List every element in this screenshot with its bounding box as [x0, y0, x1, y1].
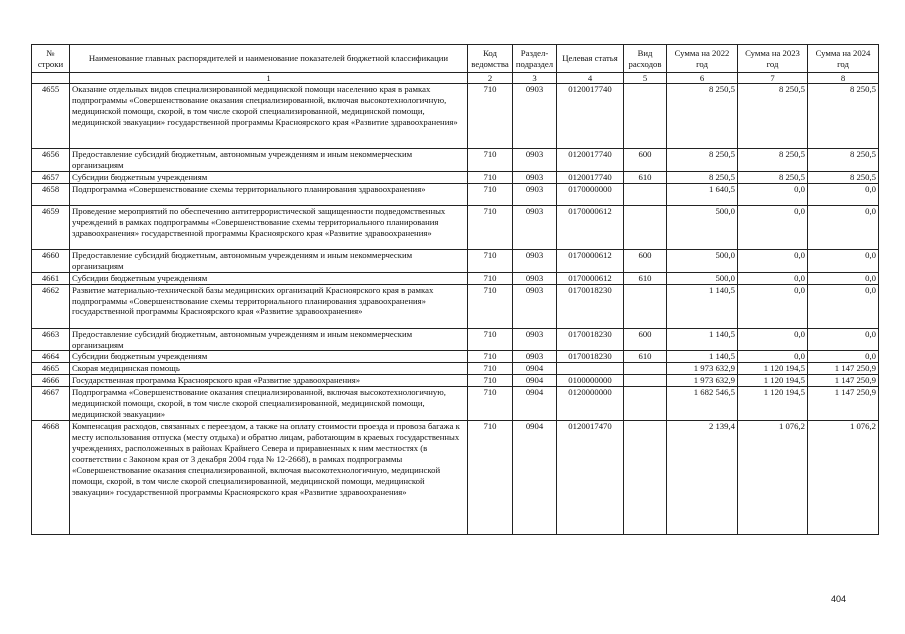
row-sum-2023-cell: 0,0	[738, 205, 808, 249]
row-sum-2022-cell: 1 140,5	[667, 284, 738, 328]
row-section-cell: 0904	[513, 421, 557, 535]
row-sum-2023-cell: 8 250,5	[738, 84, 808, 149]
row-expense-cell: 610	[624, 171, 667, 183]
row-sum-2022-cell: 1 140,5	[667, 328, 738, 351]
table-row	[32, 183, 879, 205]
row-name-cell: Скорая медицинская помощь	[70, 363, 468, 375]
row-sum-2023-cell: 8 250,5	[738, 149, 808, 172]
row-expense-cell: 600	[624, 149, 667, 172]
row-dept-cell: 710	[468, 171, 513, 183]
row-expense-cell	[624, 421, 667, 535]
row-section-cell: 0903	[513, 205, 557, 249]
header-sum-2022: Сумма на 2022 год	[667, 45, 738, 73]
row-sum-2022-cell: 8 250,5	[667, 84, 738, 149]
row-name-cell: Оказание отдельных видов специализированной медицинской помощи населению края в рамках подпрограммы «Совершенствование оказания специализированной, включая высокотехнологичную, медицинской помощи, скорой, в том числе скорой специализированной, медицинской помощи, медицинской эвакуации» государственной программы Красноярского края «Развитие здравоохранения»	[70, 84, 468, 149]
row-number-cell: 4657	[32, 171, 70, 183]
row-sum-2024-cell: 1 147 250,9	[808, 375, 879, 387]
row-sum-2024-cell: 0,0	[808, 328, 879, 351]
row-sum-2022-cell: 1 682 546,5	[667, 387, 738, 421]
header-section: Раздел-подраздел	[513, 45, 557, 73]
table-body	[32, 84, 879, 535]
row-section-cell: 0904	[513, 387, 557, 421]
row-target-cell: 0170000612	[557, 249, 624, 272]
row-sum-2023-cell: 0,0	[738, 351, 808, 363]
row-sum-2023-cell: 1 120 194,5	[738, 363, 808, 375]
row-dept-cell: 710	[468, 421, 513, 535]
row-name-cell: Государственная программа Красноярского края «Развитие здравоохранения»	[70, 375, 468, 387]
row-sum-2023-cell: 1 120 194,5	[738, 387, 808, 421]
row-sum-2024-cell: 1 147 250,9	[808, 387, 879, 421]
row-number-cell: 4665	[32, 363, 70, 375]
table-row	[32, 284, 879, 328]
header-target: Целевая статья	[557, 45, 624, 73]
row-section-cell: 0903	[513, 149, 557, 172]
row-expense-cell	[624, 284, 667, 328]
row-dept-cell: 710	[468, 205, 513, 249]
row-sum-2024-cell: 1 147 250,9	[808, 363, 879, 375]
column-number: 4	[557, 73, 624, 84]
row-sum-2022-cell: 500,0	[667, 249, 738, 272]
table-row	[32, 363, 879, 375]
column-number: 6	[667, 73, 738, 84]
row-number-cell: 4659	[32, 205, 70, 249]
column-number: 5	[624, 73, 667, 84]
row-name-cell: Развитие материально-технической базы медицинских организаций Красноярского края в рамках подпрограммы «Совершенствование схемы территориального планирования здравоохранения» государственной программы Красноярского края «Развитие здравоохранения»	[70, 284, 468, 328]
row-sum-2022-cell: 8 250,5	[667, 149, 738, 172]
row-expense-cell	[624, 387, 667, 421]
row-target-cell: 0120017740	[557, 171, 624, 183]
row-dept-cell: 710	[468, 272, 513, 284]
row-dept-cell: 710	[468, 84, 513, 149]
row-target-cell: 0120000000	[557, 387, 624, 421]
budget-table	[31, 44, 879, 535]
table-row	[32, 249, 879, 272]
row-dept-cell: 710	[468, 183, 513, 205]
table-row	[32, 171, 879, 183]
row-sum-2023-cell: 0,0	[738, 272, 808, 284]
column-number: 2	[468, 73, 513, 84]
table-row	[32, 351, 879, 363]
row-dept-cell: 710	[468, 328, 513, 351]
row-section-cell: 0903	[513, 249, 557, 272]
row-sum-2023-cell: 8 250,5	[738, 171, 808, 183]
header-sum-2024: Сумма на 2024 год	[808, 45, 879, 73]
row-sum-2023-cell: 0,0	[738, 183, 808, 205]
column-number: 7	[738, 73, 808, 84]
row-section-cell: 0903	[513, 183, 557, 205]
row-sum-2022-cell: 500,0	[667, 205, 738, 249]
row-target-cell: 0100000000	[557, 375, 624, 387]
row-section-cell: 0904	[513, 375, 557, 387]
table-row	[32, 375, 879, 387]
row-expense-cell: 600	[624, 249, 667, 272]
row-sum-2022-cell: 1 973 632,9	[667, 363, 738, 375]
row-dept-cell: 710	[468, 387, 513, 421]
row-name-cell: Субсидии бюджетным учреждениям	[70, 351, 468, 363]
row-sum-2024-cell: 0,0	[808, 272, 879, 284]
row-dept-cell: 710	[468, 284, 513, 328]
row-target-cell	[557, 363, 624, 375]
column-number: 8	[808, 73, 879, 84]
row-sum-2024-cell: 1 076,2	[808, 421, 879, 535]
row-sum-2024-cell: 0,0	[808, 249, 879, 272]
column-number	[32, 73, 70, 84]
row-number-cell: 4658	[32, 183, 70, 205]
row-sum-2024-cell: 0,0	[808, 205, 879, 249]
table-row	[32, 421, 879, 535]
header-row-no: № строки	[32, 45, 70, 73]
row-dept-cell: 710	[468, 363, 513, 375]
row-number-cell: 4664	[32, 351, 70, 363]
row-target-cell: 0170018230	[557, 351, 624, 363]
row-target-cell: 0170018230	[557, 284, 624, 328]
row-name-cell: Предоставление субсидий бюджетным, автономным учреждениям и иным некоммерческим организациям	[70, 149, 468, 172]
row-sum-2022-cell: 2 139,4	[667, 421, 738, 535]
row-target-cell: 0120017470	[557, 421, 624, 535]
row-dept-cell: 710	[468, 249, 513, 272]
row-sum-2023-cell: 0,0	[738, 249, 808, 272]
row-sum-2022-cell: 8 250,5	[667, 171, 738, 183]
row-sum-2023-cell: 0,0	[738, 284, 808, 328]
row-sum-2024-cell: 0,0	[808, 284, 879, 328]
table-header	[32, 45, 879, 84]
row-target-cell: 0120017740	[557, 149, 624, 172]
row-expense-cell	[624, 84, 667, 149]
row-number-cell: 4655	[32, 84, 70, 149]
row-section-cell: 0903	[513, 284, 557, 328]
row-name-cell: Субсидии бюджетным учреждениям	[70, 171, 468, 183]
row-number-cell: 4663	[32, 328, 70, 351]
row-section-cell: 0903	[513, 351, 557, 363]
row-name-cell: Предоставление субсидий бюджетным, автономным учреждениям и иным некоммерческим организациям	[70, 249, 468, 272]
table-row	[32, 328, 879, 351]
row-section-cell: 0903	[513, 84, 557, 149]
row-expense-cell	[624, 183, 667, 205]
column-number: 1	[70, 73, 468, 84]
row-name-cell: Субсидии бюджетным учреждениям	[70, 272, 468, 284]
row-dept-cell: 710	[468, 375, 513, 387]
table-row	[32, 387, 879, 421]
row-sum-2022-cell: 1 140,5	[667, 351, 738, 363]
row-number-cell: 4667	[32, 387, 70, 421]
row-number-cell: 4668	[32, 421, 70, 535]
row-sum-2023-cell: 1 076,2	[738, 421, 808, 535]
column-number: 3	[513, 73, 557, 84]
row-name-cell: Подпрограмма «Совершенствование схемы территориального планирования здравоохранения»	[70, 183, 468, 205]
row-sum-2023-cell: 1 120 194,5	[738, 375, 808, 387]
header-name: Наименование главных распорядителей и наименование показателей бюджетной классификации	[70, 45, 468, 73]
row-target-cell: 0170000612	[557, 272, 624, 284]
row-target-cell: 0170000000	[557, 183, 624, 205]
row-sum-2024-cell: 0,0	[808, 351, 879, 363]
table-row	[32, 272, 879, 284]
row-number-cell: 4662	[32, 284, 70, 328]
row-number-cell: 4666	[32, 375, 70, 387]
row-sum-2023-cell: 0,0	[738, 328, 808, 351]
header-dept: Код ведомства	[468, 45, 513, 73]
row-sum-2024-cell: 8 250,5	[808, 171, 879, 183]
row-section-cell: 0903	[513, 171, 557, 183]
row-number-cell: 4656	[32, 149, 70, 172]
row-sum-2024-cell: 8 250,5	[808, 84, 879, 149]
row-expense-cell: 610	[624, 272, 667, 284]
row-section-cell: 0904	[513, 363, 557, 375]
row-section-cell: 0903	[513, 328, 557, 351]
row-expense-cell: 600	[624, 328, 667, 351]
table-row	[32, 84, 879, 149]
table-row	[32, 149, 879, 172]
row-expense-cell	[624, 205, 667, 249]
row-section-cell: 0903	[513, 272, 557, 284]
row-sum-2022-cell: 1 973 632,9	[667, 375, 738, 387]
row-number-cell: 4660	[32, 249, 70, 272]
row-name-cell: Подпрограмма «Совершенствование оказания специализированной, включая высокотехнологичную, медицинской помощи, скорой, в том числе скорой специализированной, медицинской помощи, медицинской эвакуации»	[70, 387, 468, 421]
row-dept-cell: 710	[468, 149, 513, 172]
page-number: 404	[830, 594, 846, 604]
row-expense-cell	[624, 375, 667, 387]
header-expense: Вид расходов	[624, 45, 667, 73]
row-sum-2022-cell: 500,0	[667, 272, 738, 284]
row-target-cell: 0170018230	[557, 328, 624, 351]
row-name-cell: Компенсация расходов, связанных с переездом, а также на оплату стоимости проезда и провоза багажа к месту использования отпуска (месту отдыха) и обратно лицам, работающим в краевых государственных учреждениях, расположенных в районах Крайнего Севера и приравненных к ним местностях (в соответствии с Законом края от 3 декабря 2004 года № 12-2668), в рамках подпрограммы «Совершенствование оказания специализированной, включая высокотехнологичную, медицинской помощи, скорой, в том числе скорой специализированной, медицинской помощи, медицинской эвакуации» государственной программы Красноярского края «Развитие здравоохранения»	[70, 421, 468, 535]
row-target-cell: 0120017740	[557, 84, 624, 149]
row-sum-2022-cell: 1 640,5	[667, 183, 738, 205]
row-sum-2024-cell: 0,0	[808, 183, 879, 205]
row-name-cell: Проведение мероприятий по обеспечению антитеррористической защищенности подведомственных учреждений в рамках подпрограммы «Совершенствование схемы территориального планирования здравоохранения» государственной программы Красноярского края «Развитие здравоохранения»	[70, 205, 468, 249]
table-row	[32, 205, 879, 249]
row-number-cell: 4661	[32, 272, 70, 284]
row-expense-cell	[624, 363, 667, 375]
row-dept-cell: 710	[468, 351, 513, 363]
row-name-cell: Предоставление субсидий бюджетным, автономным учреждениям и иным некоммерческим организациям	[70, 328, 468, 351]
row-target-cell: 0170000612	[557, 205, 624, 249]
header-sum-2023: Сумма на 2023 год	[738, 45, 808, 73]
row-sum-2024-cell: 8 250,5	[808, 149, 879, 172]
row-expense-cell: 610	[624, 351, 667, 363]
